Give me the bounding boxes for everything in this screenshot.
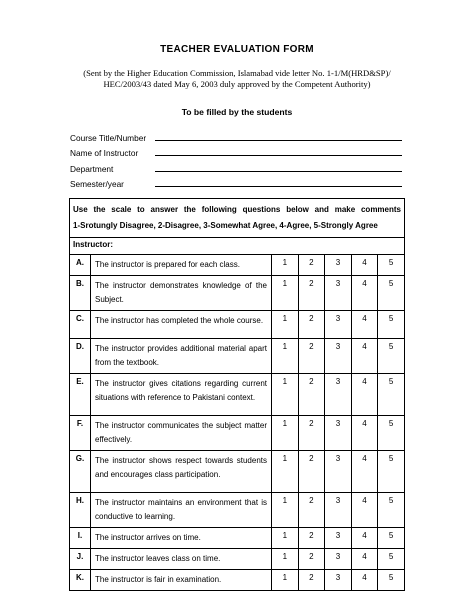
rating-option-3[interactable]: 3 xyxy=(325,549,352,570)
question-text: The instructor has completed the whole course. xyxy=(95,316,264,325)
rating-option-5[interactable]: 5 xyxy=(378,416,405,451)
question-text: The instructor gives citations regarding current situations with reference to Pakistani context. xyxy=(95,379,267,402)
rating-option-3[interactable]: 3 xyxy=(325,416,352,451)
instructor-name-field[interactable] xyxy=(70,143,402,159)
scale-legend: 1-Srotungly Disagree, 2-Disagree, 3-Somewhat Agree, 4-Agree, 5-Strongly Agree xyxy=(73,221,378,230)
rating-option-4[interactable]: 4 xyxy=(351,276,378,311)
rating-option-5[interactable]: 5 xyxy=(378,311,405,339)
rating-option-2[interactable]: 2 xyxy=(298,528,325,549)
rating-option-1[interactable]: 1 xyxy=(272,528,299,549)
question-statement xyxy=(91,374,272,416)
question-statement xyxy=(91,339,272,374)
question-text: The instructor is fair in examination. xyxy=(95,575,222,584)
semester-year-label: Semester/year xyxy=(70,179,124,189)
evaluation-table xyxy=(69,198,405,591)
question-row xyxy=(70,374,405,416)
rating-option-4[interactable]: 4 xyxy=(351,374,378,416)
question-row xyxy=(70,255,405,276)
rating-option-5[interactable]: 5 xyxy=(378,570,405,591)
instructor-name-label: Name of Instructor xyxy=(70,148,139,158)
question-row xyxy=(70,416,405,451)
rating-option-4[interactable]: 4 xyxy=(351,416,378,451)
question-statement xyxy=(91,255,272,276)
rating-option-5[interactable]: 5 xyxy=(378,451,405,493)
rating-option-3[interactable]: 3 xyxy=(325,451,352,493)
rating-option-3[interactable]: 3 xyxy=(325,493,352,528)
question-letter: J. xyxy=(70,549,91,570)
rating-option-4[interactable]: 4 xyxy=(351,311,378,339)
rating-option-2[interactable]: 2 xyxy=(298,570,325,591)
question-statement xyxy=(91,528,272,549)
question-letter: B. xyxy=(70,276,91,311)
rating-option-4[interactable]: 4 xyxy=(351,255,378,276)
rating-option-1[interactable]: 1 xyxy=(272,570,299,591)
question-statement xyxy=(91,311,272,339)
question-text: The instructor communicates the subject matter effectively. xyxy=(95,421,267,444)
rating-option-4[interactable]: 4 xyxy=(351,451,378,493)
question-statement xyxy=(91,493,272,528)
question-row xyxy=(70,493,405,528)
rating-option-2[interactable]: 2 xyxy=(298,276,325,311)
question-statement xyxy=(91,416,272,451)
section-row xyxy=(70,238,405,255)
question-statement xyxy=(91,570,272,591)
question-row xyxy=(70,339,405,374)
question-row xyxy=(70,528,405,549)
rating-option-5[interactable]: 5 xyxy=(378,528,405,549)
rating-option-4[interactable]: 4 xyxy=(351,493,378,528)
department-field[interactable] xyxy=(70,158,402,174)
rating-option-1[interactable]: 1 xyxy=(272,374,299,416)
rating-option-1[interactable]: 1 xyxy=(272,276,299,311)
rating-option-3[interactable]: 3 xyxy=(325,374,352,416)
question-row xyxy=(70,311,405,339)
rating-option-3[interactable]: 3 xyxy=(325,276,352,311)
subtitle-line-1: (Sent by the Higher Education Commission, Islamabad vide letter No. 1-1/M(HRD&SP)/ xyxy=(83,68,391,78)
department-label: Department xyxy=(70,163,114,174)
question-letter: F. xyxy=(70,416,91,451)
question-text: The instructor maintains an environment that is conductive to learning. xyxy=(95,498,267,521)
question-statement xyxy=(91,276,272,311)
rating-option-5[interactable]: 5 xyxy=(378,493,405,528)
course-title-label: Course Title/Number xyxy=(70,132,147,143)
section-heading: Instructor: xyxy=(70,238,405,255)
semester-year-field[interactable] xyxy=(70,174,402,190)
rating-option-1[interactable]: 1 xyxy=(272,451,299,493)
question-letter: G. xyxy=(70,451,91,493)
subtitle-line-2: HEC/2003/43 dated May 6, 2003 duly approved by the Competent Authority) xyxy=(103,79,371,89)
form-title: TEACHER EVALUATION FORM xyxy=(160,44,314,55)
rating-option-5[interactable]: 5 xyxy=(378,255,405,276)
rating-option-4[interactable]: 4 xyxy=(351,570,378,591)
question-letter: C. xyxy=(70,311,91,339)
rating-option-1[interactable]: 1 xyxy=(272,311,299,339)
rating-option-2[interactable]: 2 xyxy=(298,549,325,570)
rating-option-1[interactable]: 1 xyxy=(272,493,299,528)
course-title-field[interactable] xyxy=(70,127,402,143)
rating-option-2[interactable]: 2 xyxy=(298,374,325,416)
question-letter: K. xyxy=(70,570,91,591)
rating-option-1[interactable]: 1 xyxy=(272,339,299,374)
question-text: The instructor leaves class on time. xyxy=(95,554,221,563)
question-statement xyxy=(91,549,272,570)
question-text: The instructor arrives on time. xyxy=(95,533,201,542)
rating-option-2[interactable]: 2 xyxy=(298,416,325,451)
question-row xyxy=(70,570,405,591)
semester-year-line[interactable] xyxy=(155,177,402,187)
question-letter: H. xyxy=(70,493,91,528)
question-text: The instructor provides additional material apart from the textbook. xyxy=(95,344,267,367)
rating-option-2[interactable]: 2 xyxy=(298,255,325,276)
rating-option-4[interactable]: 4 xyxy=(351,339,378,374)
question-text: The instructor is prepared for each class. xyxy=(95,260,240,269)
rating-option-5[interactable]: 5 xyxy=(378,276,405,311)
rating-option-2[interactable]: 2 xyxy=(298,311,325,339)
rating-option-1[interactable]: 1 xyxy=(272,255,299,276)
rating-option-3[interactable]: 3 xyxy=(325,570,352,591)
filled-by-heading: To be filled by the students xyxy=(181,107,293,117)
rating-option-4[interactable]: 4 xyxy=(351,549,378,570)
form-subtitle xyxy=(70,68,404,90)
department-line[interactable] xyxy=(155,162,402,172)
rating-option-5[interactable]: 5 xyxy=(378,549,405,570)
question-row xyxy=(70,451,405,493)
question-text: The instructor demonstrates knowledge of the Subject. xyxy=(95,281,267,304)
course-title-line[interactable] xyxy=(155,131,402,141)
rating-option-3[interactable]: 3 xyxy=(325,528,352,549)
rating-option-2[interactable]: 2 xyxy=(298,451,325,493)
rating-option-5[interactable]: 5 xyxy=(378,374,405,416)
instructor-name-line[interactable] xyxy=(155,146,402,156)
question-letter: A. xyxy=(70,255,91,276)
question-letter: I. xyxy=(70,528,91,549)
question-letter: D. xyxy=(70,339,91,374)
rating-option-5[interactable]: 5 xyxy=(378,339,405,374)
instruction-cell xyxy=(70,199,405,238)
instruction-row xyxy=(70,199,405,238)
rating-option-4[interactable]: 4 xyxy=(351,528,378,549)
rating-option-3[interactable]: 3 xyxy=(325,255,352,276)
question-row xyxy=(70,276,405,311)
question-statement xyxy=(91,451,272,493)
question-letter: E. xyxy=(70,374,91,416)
rating-option-1[interactable]: 1 xyxy=(272,416,299,451)
rating-option-1[interactable]: 1 xyxy=(272,549,299,570)
info-fields xyxy=(70,127,402,189)
rating-option-3[interactable]: 3 xyxy=(325,311,352,339)
rating-option-3[interactable]: 3 xyxy=(325,339,352,374)
rating-option-2[interactable]: 2 xyxy=(298,339,325,374)
instruction-text: Use the scale to answer the following questions below and make comments xyxy=(73,205,401,214)
question-row xyxy=(70,549,405,570)
rating-option-2[interactable]: 2 xyxy=(298,493,325,528)
question-text: The instructor shows respect towards students and encourages class participation. xyxy=(95,456,267,479)
